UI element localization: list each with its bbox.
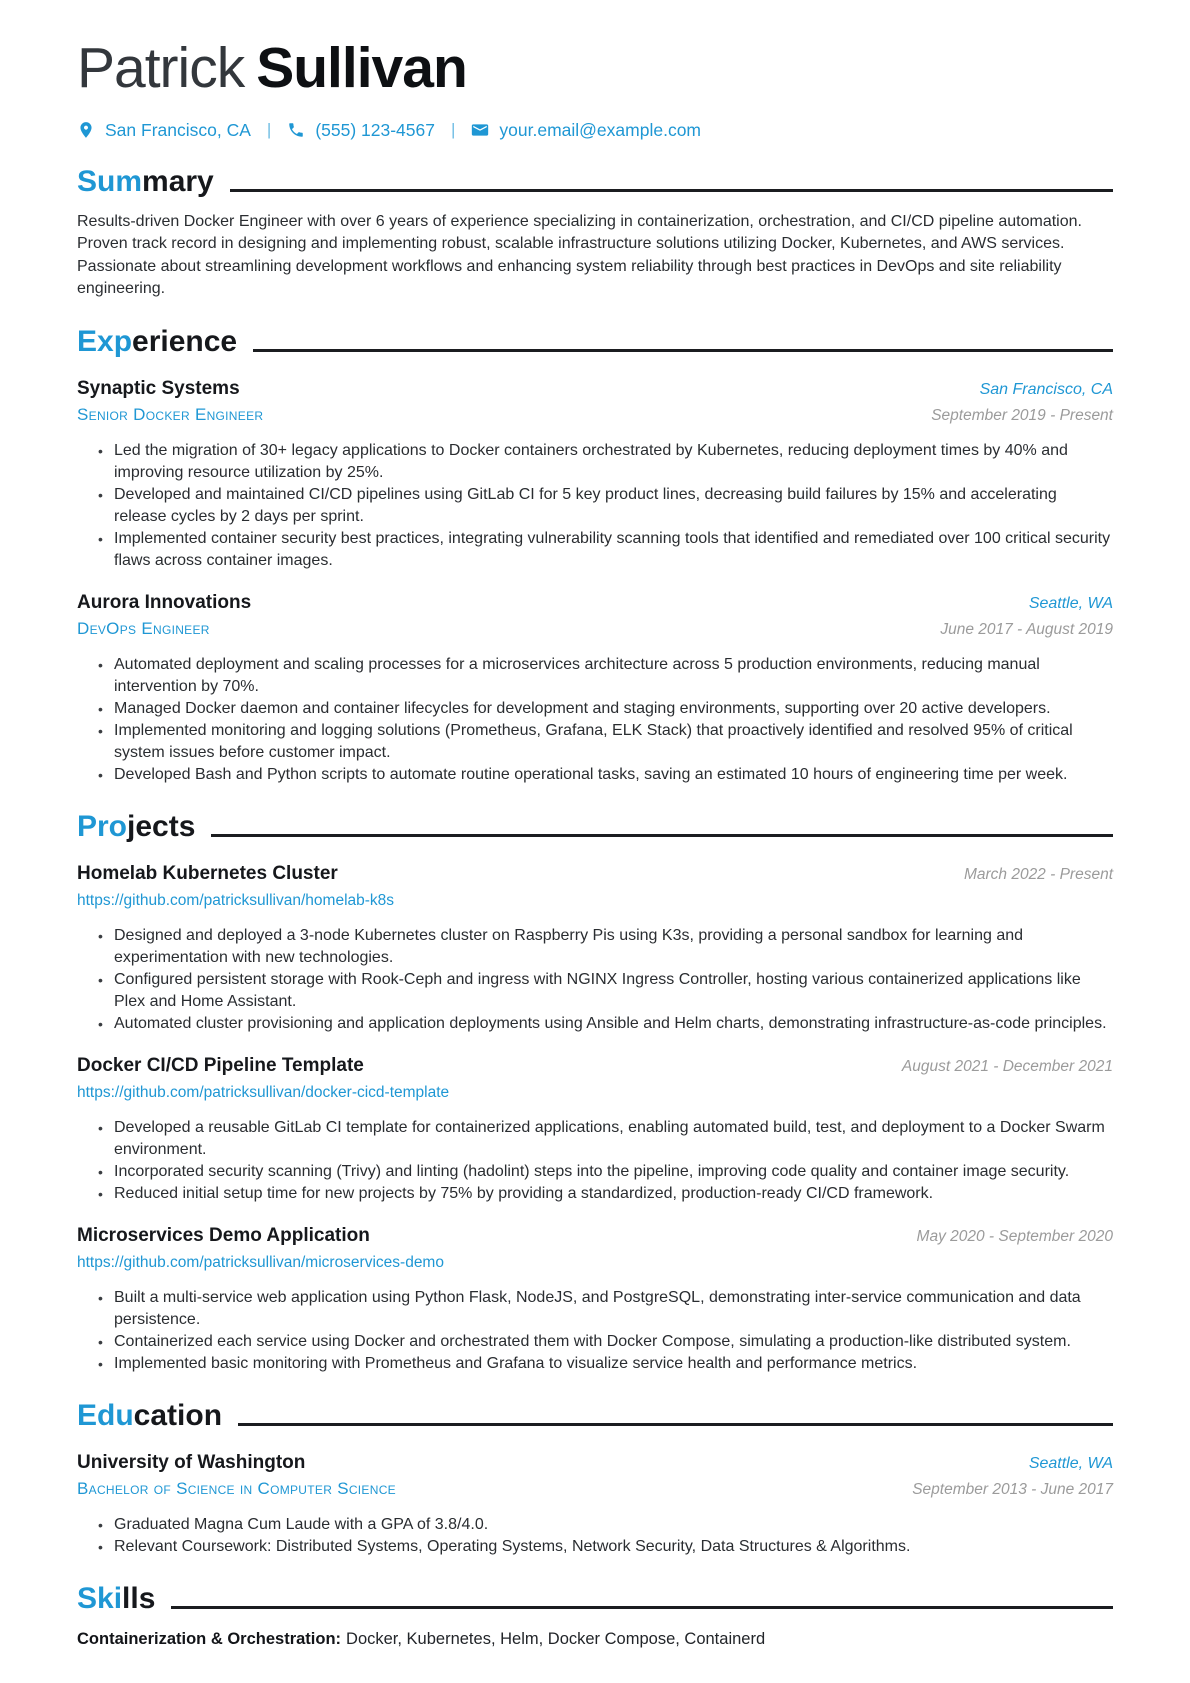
bullet-item: • Developed a reusable GitLab CI template for containerized applications, enabling automated build, test, and deployment to a Docker Swarm environment. [77,1117,1113,1161]
degree-name: Bachelor of Science in Computer Science [77,1478,396,1498]
skills-title-rest: lls [122,1581,156,1615]
skills-title [77,1582,155,1615]
company-name: Synaptic Systems [77,377,240,399]
bullet-item: • Implemented monitoring and logging solutions (Prometheus, Grafana, ELK Stack) that proactively identified and resolved 95% of critical system issues before customer impact. [77,720,1113,764]
company-location: San Francisco, CA [979,380,1113,398]
bullet-item: • Relevant Coursework: Distributed Systems, Operating Systems, Network Security, Data Structures & Algorithms. [77,1536,1113,1558]
section-skills-heading [77,1582,1113,1615]
project-entry [77,1225,1113,1375]
job-bullets [77,440,1113,572]
email-text: your.email@example.com [499,119,701,140]
company-name: Aurora Innovations [77,591,252,613]
bullet-item: • Developed and maintained CI/CD pipelines using GitLab CI for 5 key product lines, decreasing build failures by 15% and accelerating release cycles by 2 days per sprint. [77,484,1113,528]
bullet-item: • Developed Bash and Python scripts to automate routine operational tasks, saving an estimated 10 hours of engineering time per week. [77,764,1113,786]
summary-title [77,165,214,198]
project-link[interactable]: https://github.com/patricksullivan/homelab-k8s [77,891,395,909]
job-title: Senior Docker Engineer [77,404,264,424]
entry-header-row [77,378,1113,400]
section-rule [230,189,1113,192]
project-link[interactable]: https://github.com/patricksullivan/microservices-demo [77,1253,444,1271]
education-title [77,1399,222,1432]
project-name: Docker CI/CD Pipeline Template [77,1054,364,1076]
projects-title-accent: Pro [77,809,128,843]
school-location: Seattle, WA [1028,1454,1113,1472]
job-dates: June 2017 - August 2019 [940,620,1113,638]
last-name: Sullivan [256,36,467,100]
projects-title [77,810,195,843]
section-rule [211,834,1113,837]
skills-category-values: Docker, Kubernetes, Helm, Docker Compose, Containerd [346,1629,766,1648]
bullet-item: • Configured persistent storage with Rook-Ceph and ingress with NGINX Ingress Controller, hosting various containerized applications like Plex and Home Assistant. [77,969,1113,1013]
summary-text: Results-driven Docker Engineer with over 6 years of experience specializing in containerization, orchestration, and CI/CD pipeline automation. Proven track record in designing and implementing robust, scalable infrastructure solutions utilizing Docker, Kubernetes, and AWS services. Passionate about streamlining development workflows and enhancing system reliability through best practices in DevOps and site reliability engineering. [77,212,1082,298]
section-summary-heading [77,165,1113,198]
experience-title [77,325,237,358]
section-rule [253,349,1113,352]
project-name: Microservices Demo Application [77,1224,370,1246]
skills-title-accent: Ski [77,1581,123,1615]
experience-entry [77,592,1113,786]
job-bullets [77,654,1113,786]
project-dates: August 2021 - December 2021 [901,1057,1113,1075]
contact-separator: | [266,120,272,140]
entry-subheader-row [77,405,1113,425]
entry-header-row [77,592,1113,614]
project-entry [77,1055,1113,1205]
entry-header-row [77,863,1113,885]
education-bullets [77,1514,1113,1558]
bullet-item: • Implemented basic monitoring with Prometheus and Grafana to visualize service health and performance metrics. [77,1353,1113,1375]
section-projects-heading [77,810,1113,843]
job-title: DevOps Engineer [77,618,210,638]
location-pin-icon [77,121,95,139]
bullet-item: • Graduated Magna Cum Laude with a GPA of 3.8/4.0. [77,1514,1113,1536]
education-entry [77,1452,1113,1558]
bullet-item: • Containerized each service using Docker and orchestrated them with Docker Compose, simulating a production-like distributed system. [77,1331,1113,1353]
envelope-icon [471,121,489,139]
education-dates: September 2013 - June 2017 [912,1480,1113,1498]
company-location: Seattle, WA [1028,594,1113,612]
section-rule [171,1606,1113,1609]
project-bullets [77,925,1113,1035]
entry-subheader-row [77,619,1113,639]
experience-entry [77,378,1113,572]
contact-location [77,120,251,141]
project-bullets [77,1117,1113,1205]
skills-category-line [77,1630,1113,1649]
phone-icon [287,121,305,139]
section-experience-heading [77,325,1113,358]
section-rule [238,1423,1113,1426]
section-education-heading [77,1399,1113,1432]
bullet-item: • Automated deployment and scaling processes for a microservices architecture across 5 production environments, reducing manual intervention by 70%. [77,654,1113,698]
entry-header-row [77,1452,1113,1474]
skills-category-label: Containerization & Orchestration: [77,1629,342,1648]
summary-title-accent: Sum [77,164,143,198]
entry-header-row [77,1225,1113,1247]
project-dates: May 2020 - September 2020 [916,1227,1113,1245]
contact-separator: | [450,120,456,140]
contact-phone[interactable] [287,120,435,141]
contact-email[interactable] [471,120,701,141]
experience-title-rest: erience [132,324,238,358]
bullet-item: • Built a multi-service web application using Python Flask, NodeJS, and PostgreSQL, demonstrating inter-service communication and data persistence. [77,1287,1113,1331]
bullet-item: • Reduced initial setup time for new projects by 75% by providing a standardized, production-ready CI/CD framework. [77,1183,1113,1205]
person-name [77,38,1113,100]
project-entry [77,863,1113,1035]
entry-subheader-row [77,1479,1113,1499]
bullet-item: • Managed Docker daemon and container lifecycles for development and staging environments, supporting over 20 active developers. [77,698,1113,720]
bullet-item: • Automated cluster provisioning and application deployments using Ansible and Helm charts, demonstrating infrastructure-as-code principles. [77,1013,1113,1035]
job-dates: September 2019 - Present [931,406,1113,424]
experience-title-accent: Exp [77,324,133,358]
project-link[interactable]: https://github.com/patricksullivan/docker-cicd-template [77,1083,450,1101]
contact-row [77,120,1113,141]
bullet-item: • Led the migration of 30+ legacy applications to Docker containers orchestrated by Kubernetes, reducing deployment times by 40% and improving resource utilization by 25%. [77,440,1113,484]
bullet-item: • Implemented container security best practices, integrating vulnerability scanning tools that identified and remediated over 100 critical security flaws across container images. [77,528,1113,572]
bullet-item: • Designed and deployed a 3-node Kubernetes cluster on Raspberry Pis using K3s, providing a personal sandbox for learning and experimentation with new technologies. [77,925,1113,969]
education-title-accent: Edu [77,1398,134,1432]
summary-title-rest: mary [142,164,214,198]
bullet-item: • Incorporated security scanning (Trivy) and linting (hadolint) steps into the pipeline, improving code quality and container image security. [77,1161,1113,1183]
education-title-rest: cation [133,1398,223,1432]
phone-text: (555) 123-4567 [315,119,435,140]
project-bullets [77,1287,1113,1375]
school-name: University of Washington [77,1451,306,1473]
first-name: Patrick [77,36,245,100]
project-name: Homelab Kubernetes Cluster [77,862,338,884]
entry-header-row [77,1055,1113,1077]
project-dates: March 2022 - Present [963,865,1113,883]
projects-title-rest: jects [127,809,196,843]
location-text: San Francisco, CA [105,119,251,140]
